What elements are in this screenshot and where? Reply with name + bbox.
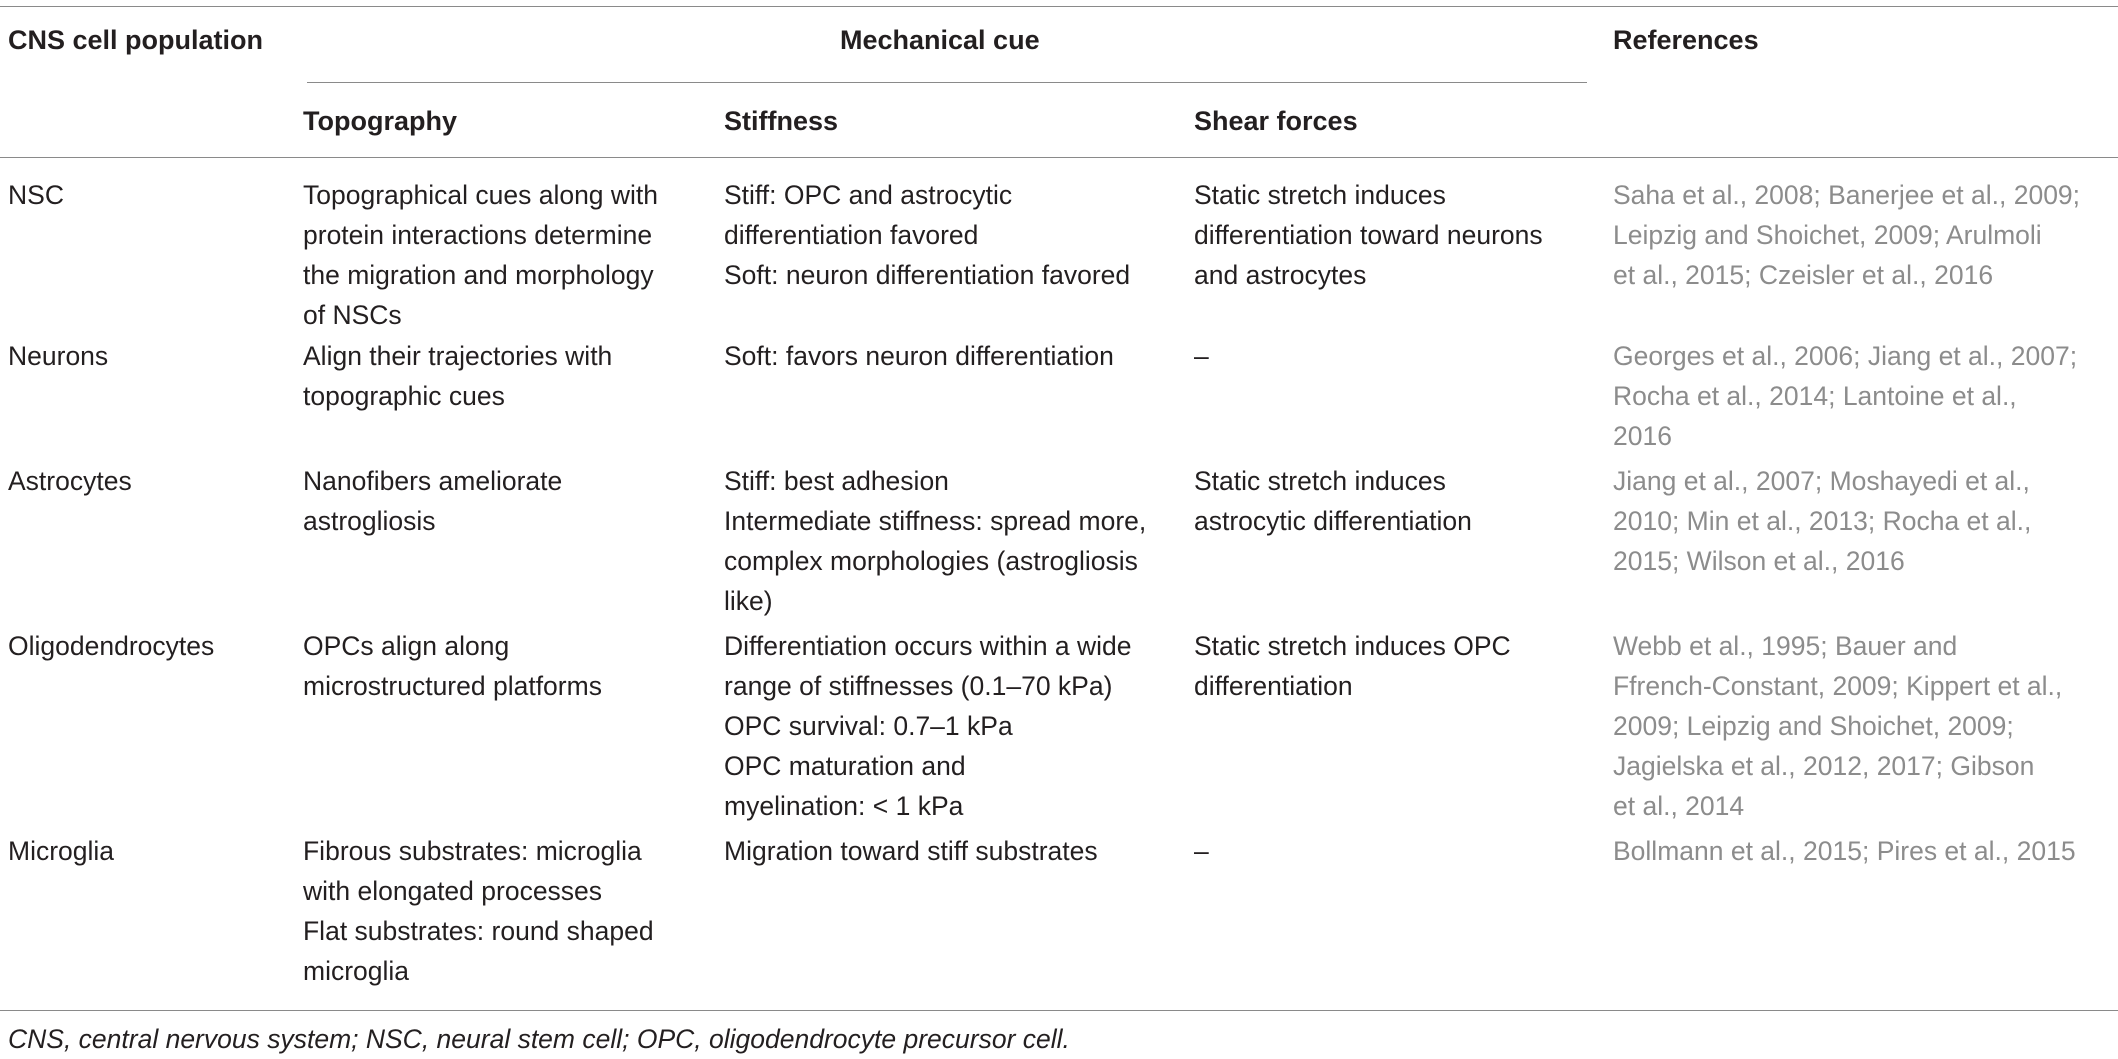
cell-shear-nsc <box>1194 175 1589 295</box>
text-line: like) <box>724 586 773 616</box>
cell-population-astrocytes: Astrocytes <box>8 466 132 496</box>
text-line: – <box>1194 341 1209 371</box>
cell-topography-astrocytes <box>303 461 708 541</box>
cell-topography-neurons <box>303 336 708 416</box>
text-line: astrocytic differentiation <box>1194 506 1472 536</box>
cell-stiffness-oligodendrocytes <box>724 626 1179 826</box>
cell-shear-neurons <box>1194 336 1589 376</box>
text-line: topographic cues <box>303 381 505 411</box>
cell-topography-nsc <box>303 175 708 335</box>
text-line: Soft: neuron differentiation favored <box>724 260 1131 290</box>
text-line: myelination: < 1 kPa <box>724 791 964 821</box>
text-line: Stiff: OPC and astrocytic <box>724 180 1013 210</box>
text-line: differentiation favored <box>724 220 979 250</box>
text-line: Migration toward stiff substrates <box>724 836 1098 866</box>
header-topography: Topography <box>303 106 457 136</box>
reference-line[interactable]: 2010; Min et al., 2013; Rocha et al., <box>1613 506 2032 536</box>
text-line: of NSCs <box>303 300 402 330</box>
text-line: Differentiation occurs within a wide <box>724 631 1132 661</box>
cell-references-microglia[interactable] <box>1613 831 2118 871</box>
reference-line[interactable]: 2009; Leipzig and Shoichet, 2009; <box>1613 711 2014 741</box>
cell-references-neurons[interactable] <box>1613 336 2118 456</box>
text-line: Fibrous substrates: microglia <box>303 836 642 866</box>
reference-line[interactable]: Jiang et al., 2007; Moshayedi et al., <box>1613 466 2030 496</box>
text-line: OPCs align along <box>303 631 510 661</box>
text-line: differentiation toward neurons <box>1194 220 1543 250</box>
reference-line[interactable]: 2016 <box>1613 421 1672 451</box>
text-line: microstructured platforms <box>303 671 602 701</box>
cell-population-microglia: Microglia <box>8 836 115 866</box>
cell-stiffness-nsc <box>724 175 1179 295</box>
header-references: References <box>1613 25 1759 55</box>
mechanical-cue-rule <box>307 82 1587 83</box>
text-line: – <box>1194 836 1209 866</box>
cell-shear-astrocytes <box>1194 461 1589 541</box>
reference-line[interactable]: et al., 2014 <box>1613 791 1745 821</box>
text-line: Static stretch induces OPC <box>1194 631 1511 661</box>
text-line: range of stiffnesses (0.1–70 kPa) <box>724 671 1113 701</box>
cell-references-nsc[interactable] <box>1613 175 2118 295</box>
reference-line[interactable]: Jagielska et al., 2012, 2017; Gibson <box>1613 751 2035 781</box>
table-footnote: CNS, central nervous system; NSC, neural stem cell; OPC, oligodendrocyte precursor cell. <box>8 1024 1070 1054</box>
header-mechanical-cue: Mechanical cue <box>840 25 1040 55</box>
text-line: with elongated processes <box>303 876 603 906</box>
reference-line[interactable]: Ffrench-Constant, 2009; Kippert et al., <box>1613 671 2063 701</box>
header-cell-population: CNS cell population <box>8 25 264 55</box>
text-line: Intermediate stiffness: spread more, <box>724 506 1147 536</box>
text-line: Static stretch induces <box>1194 180 1446 210</box>
cell-references-astrocytes[interactable] <box>1613 461 2118 581</box>
reference-line[interactable]: 2015; Wilson et al., 2016 <box>1613 546 1905 576</box>
text-line: OPC maturation and <box>724 751 966 781</box>
cell-population-neurons: Neurons <box>8 341 109 371</box>
text-line: Static stretch induces <box>1194 466 1446 496</box>
text-line: Nanofibers ameliorate <box>303 466 563 496</box>
cell-topography-oligodendrocytes <box>303 626 708 706</box>
text-line: Soft: favors neuron differentiation <box>724 341 1114 371</box>
reference-line[interactable]: Leipzig and Shoichet, 2009; Arulmoli <box>1613 220 2042 250</box>
header-shear-forces: Shear forces <box>1194 106 1358 136</box>
header-stiffness: Stiffness <box>724 106 839 136</box>
text-line: complex morphologies (astrogliosis <box>724 546 1138 576</box>
text-line: astrogliosis <box>303 506 436 536</box>
cell-stiffness-neurons <box>724 336 1179 376</box>
text-line: microglia <box>303 956 410 986</box>
text-line: differentiation <box>1194 671 1353 701</box>
cell-stiffness-astrocytes <box>724 461 1179 621</box>
reference-line[interactable]: Rocha et al., 2014; Lantoine et al., <box>1613 381 2017 411</box>
cell-stiffness-microglia <box>724 831 1179 871</box>
table-bottom-rule <box>0 1010 2118 1011</box>
reference-line[interactable]: Webb et al., 1995; Bauer and <box>1613 631 1958 661</box>
reference-line[interactable]: Bollmann et al., 2015; Pires et al., 2015 <box>1613 836 2076 866</box>
cell-population-nsc: NSC <box>8 180 64 210</box>
cell-shear-microglia <box>1194 831 1589 871</box>
text-line: Align their trajectories with <box>303 341 613 371</box>
text-line: Flat substrates: round shaped <box>303 916 654 946</box>
text-line: the migration and morphology <box>303 260 654 290</box>
reference-line[interactable]: et al., 2015; Czeisler et al., 2016 <box>1613 260 1994 290</box>
cell-shear-oligodendrocytes <box>1194 626 1589 706</box>
reference-line[interactable]: Georges et al., 2006; Jiang et al., 2007; <box>1613 341 2078 371</box>
cell-population-oligodendrocytes: Oligodendrocytes <box>8 631 215 661</box>
text-line: Topographical cues along with <box>303 180 659 210</box>
text-line: OPC survival: 0.7–1 kPa <box>724 711 1013 741</box>
cell-references-oligodendrocytes[interactable] <box>1613 626 2118 826</box>
reference-line[interactable]: Saha et al., 2008; Banerjee et al., 2009; <box>1613 180 2081 210</box>
header-bottom-rule <box>0 157 2118 158</box>
table-top-rule <box>0 6 2118 7</box>
text-line: and astrocytes <box>1194 260 1367 290</box>
text-line: protein interactions determine <box>303 220 653 250</box>
cell-topography-microglia <box>303 831 708 991</box>
text-line: Stiff: best adhesion <box>724 466 949 496</box>
